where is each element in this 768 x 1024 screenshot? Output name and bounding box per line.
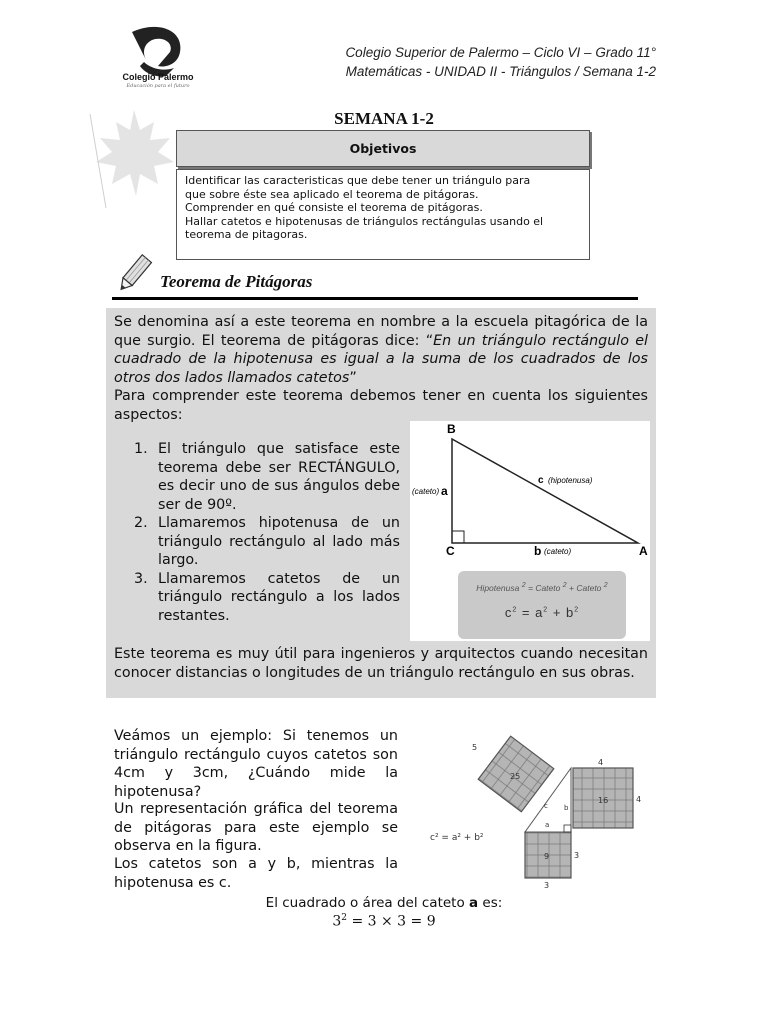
formula-word: Cateto xyxy=(535,582,561,593)
side-a-label: a xyxy=(441,484,448,498)
theorem-quote: En un triángulo rectángulo el cuadrado de la hipotenusa es igual a la suma de los cuadrados de los otros dos lados llamados catetos xyxy=(114,332,648,386)
squares-formula: c² = a² + b² xyxy=(430,833,484,843)
side-a-prefix: (cateto) xyxy=(412,487,440,496)
formula-symbol: a xyxy=(535,605,544,620)
objective-line: Identificar las caracteristicas que debe tener un triángulo para xyxy=(185,174,531,187)
objective-line: teorema de pitagoras. xyxy=(185,228,308,242)
example-paragraph: Un representación gráfica del teorema de pitágoras para este ejemplo se observa en la figura. xyxy=(114,801,398,854)
aspects-list xyxy=(114,440,400,625)
formula-symbol: c xyxy=(504,605,513,620)
small-square-area-label: 9 xyxy=(544,852,550,861)
objectives-body xyxy=(176,169,590,260)
section-title: Teorema de Pitágoras xyxy=(160,272,313,291)
example-paragraph: Veámos un ejemplo: Si tenemos un triángulo rectángulo cuyos catetos son 4cm y 3cm, ¿Cuándo mide la hipotenusa? xyxy=(114,728,398,800)
header-line-1: Colegio Superior de Palermo – Ciclo VI – Grado 11° xyxy=(345,45,656,60)
side-c-label: c xyxy=(538,475,544,486)
formula-exponent: 2 xyxy=(512,606,518,614)
conclusion-sentence xyxy=(0,895,768,911)
list-item xyxy=(114,440,400,514)
final-paragraph: Este teorema es muy útil para ingenieros y arquitectos cuando necesitan conocer distancias o longitudes de un triángulo rectángulo en sus obras. xyxy=(114,646,648,681)
pythagoras-squares-diagram xyxy=(428,712,668,897)
math-result: = 3 × 3 = 9 xyxy=(347,913,436,930)
area-calculation xyxy=(0,913,768,930)
objective-line: Hallar catetos e hipotenusas de triángulos rectángulas usando el xyxy=(185,214,544,228)
side-c-suffix: (hipotenusa) xyxy=(548,476,593,485)
formula-operator: = xyxy=(521,605,531,620)
logo-tagline: Educación para el futuro xyxy=(126,83,190,89)
conclusion-text: El cuadrado o área del cateto xyxy=(265,895,470,911)
mid-square-area-label: 16 xyxy=(598,796,609,805)
formula-exponent: 2 xyxy=(603,582,608,589)
formula-exponent: 2 xyxy=(574,606,580,614)
header-line-2: Matemáticas - UNIDAD II - Triángulos / Semana 1-2 xyxy=(345,64,656,79)
formula-operator: = xyxy=(527,582,533,593)
vertex-c-label: C xyxy=(446,544,455,558)
example-paragraph: Los catetos son a y b, mientras la hipotenusa es c. xyxy=(114,856,398,891)
list-number: 2. xyxy=(134,515,148,531)
section-divider xyxy=(112,297,638,300)
list-text: Llamaremos hipotenusa de un triángulo rectángulo al lado más largo. xyxy=(158,515,400,568)
big-square-area-label: 25 xyxy=(510,772,521,781)
school-logo xyxy=(118,22,198,102)
quote-close: ” xyxy=(349,369,357,386)
side-b-label: b xyxy=(534,544,542,558)
conclusion-variable: a xyxy=(469,895,479,911)
right-triangle-diagram xyxy=(410,421,650,571)
objective-line: Comprender en qué consiste el teorema de pitágoras. xyxy=(185,201,483,215)
formula-exponent: 2 xyxy=(521,582,526,589)
math-exponent: 2 xyxy=(341,913,348,923)
side-b-suffix: (cateto) xyxy=(544,547,572,556)
objective-line: que sobre éste sea aplicado el teorema de pitágoras. xyxy=(185,187,479,201)
logo-name: Colegio Palermo xyxy=(122,72,194,82)
mid-square-top-label: 4 xyxy=(598,758,604,767)
small-square-bottom-label: 3 xyxy=(544,881,550,890)
formula-word: Cateto xyxy=(576,582,602,593)
list-number: 3. xyxy=(134,570,148,587)
list-text: Llamaremos catetos de un triángulo rectángulo a los lados restantes. xyxy=(158,570,400,624)
intro-text: Se denomina así a este teorema en nombre a la escuela pitagórica de la que surgio. El teorema de pitágoras dice: “ xyxy=(114,314,648,349)
formula-exponent: 2 xyxy=(543,606,549,614)
formula-symbol: b xyxy=(566,605,575,620)
big-square-side-label: 5 xyxy=(472,743,478,752)
cateto-b-label: b xyxy=(564,804,569,812)
formula-word: Hipotenusa xyxy=(476,582,520,593)
formula-operator: + xyxy=(552,605,562,620)
formula-symbols xyxy=(458,605,626,620)
pencil-icon xyxy=(112,252,156,296)
conclusion-text: es: xyxy=(478,895,503,911)
objectives-heading: Objetivos xyxy=(176,130,590,167)
intro-aspects-text: Para comprender este teorema debemos tener en cuenta los siguientes aspectos: xyxy=(114,388,648,423)
formula-operator: + xyxy=(569,582,574,593)
list-text: El triángulo que satisface este teorema debe ser RECTÁNGULO, es decir uno de sus ángulos debe ser de 90º. xyxy=(158,441,400,513)
mid-square-right-label: 4 xyxy=(636,795,642,804)
week-title: SEMANA 1-2 xyxy=(334,109,434,128)
hypotenuse-label: c xyxy=(544,802,548,810)
list-item xyxy=(114,570,400,626)
formula-words xyxy=(458,582,626,593)
intro-paragraph xyxy=(114,313,648,424)
vertex-b-label: B xyxy=(447,422,456,436)
cateto-a-label: a xyxy=(545,821,550,829)
list-number: 1. xyxy=(134,441,148,457)
small-square-right-label: 3 xyxy=(574,851,580,860)
formula-exponent: 2 xyxy=(562,582,567,589)
vertex-a-label: A xyxy=(639,544,648,558)
list-item xyxy=(114,514,400,570)
math-base: 3 xyxy=(332,913,342,930)
